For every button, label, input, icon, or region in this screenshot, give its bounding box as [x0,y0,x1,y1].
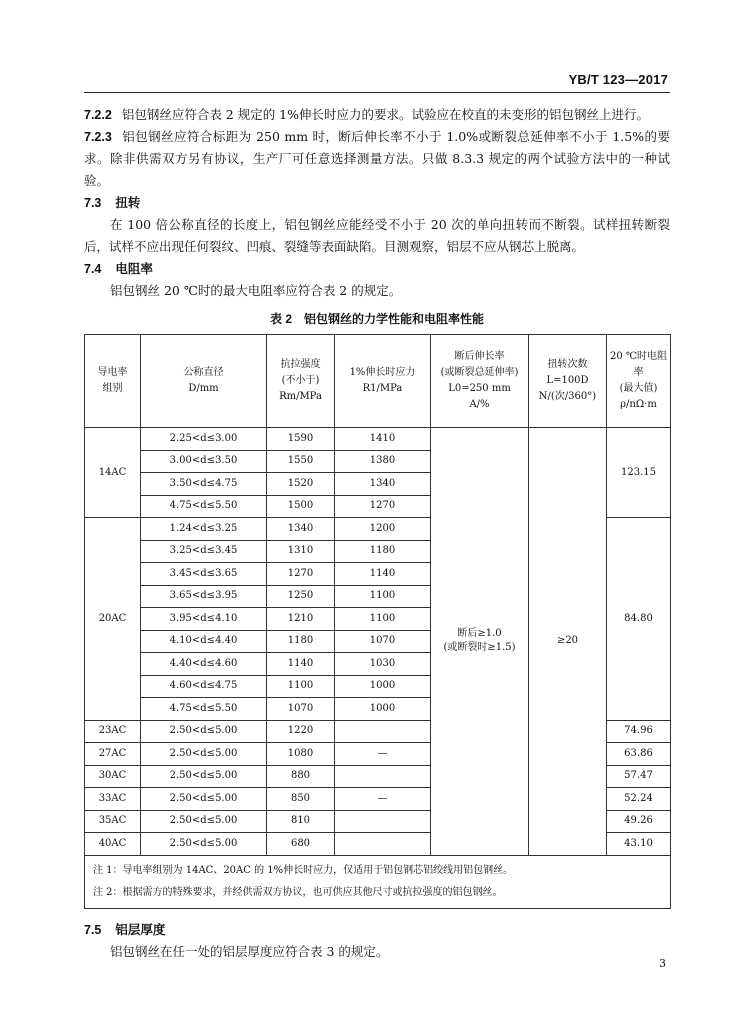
tensile-cell: 1070 [267,698,335,721]
stress-cell: 1200 [335,518,431,541]
header-line: 20 ℃时电阻率 [609,351,668,378]
table-caption [84,308,670,330]
col-header-elongation [431,335,529,428]
diameter-cell: 2.50<d≤5.00 [141,788,267,811]
tensile-cell: 1080 [267,743,335,766]
diameter-cell: 3.50<d≤4.75 [141,473,267,496]
tensile-cell: 1590 [267,428,335,451]
torsion-cell: ≥20 [529,428,607,856]
diameter-cell: 2.50<d≤5.00 [141,833,267,856]
stress-cell: 1070 [335,630,431,653]
diameter-cell: 3.95<d≤4.10 [141,608,267,631]
tensile-cell: 1250 [267,585,335,608]
table-notes-row [85,855,671,908]
clause-text: 铝包钢丝应符合表 2 规定的 1%伸长时应力的要求。试验应在校直的未变形的铝包钢丝上进行。 [121,107,650,122]
table-header-row [85,335,671,428]
col-header-resistivity [607,335,671,428]
section-number: 7.3 [84,196,102,210]
stress-cell: 1000 [335,698,431,721]
section-7-5-text: 铝包钢丝在任一处的铝层厚度应符合表 3 的规定。 [110,943,389,959]
header-rule [84,92,670,93]
tensile-cell: 1100 [267,675,335,698]
table-body [85,428,671,856]
header-line: (不小于) [281,375,320,386]
section-title: 电阻率 [115,262,153,276]
tensile-cell: 880 [267,765,335,788]
stress-cell [335,810,431,833]
header-line: A/% [469,399,490,410]
tensile-cell: 1550 [267,450,335,473]
table-row [85,428,671,451]
header-line: L=100D [546,375,589,386]
header-line: (最大值) [619,383,658,394]
document-body [84,104,670,963]
section-7-4-text: 铝包钢丝 20 ℃时的最大电阻率应符合表 2 的规定。 [110,283,402,298]
table-notes [85,855,671,908]
clause-number: 7.2.3 [84,130,112,144]
section-title: 扭转 [115,196,141,210]
section-title: 铝层厚度 [115,922,166,937]
stress-cell: 1410 [335,428,431,451]
header-line: 组别 [102,383,123,394]
diameter-cell: 2.50<d≤5.00 [141,765,267,788]
page-number: 3 [659,957,666,970]
tensile-cell: 680 [267,833,335,856]
section-7-5-heading [84,919,670,941]
tensile-cell: 850 [267,788,335,811]
diameter-cell: 2.25<d≤3.00 [141,428,267,451]
stress-cell: 1340 [335,473,431,496]
section-7-3-heading [84,192,670,214]
stress-cell: 1380 [335,450,431,473]
header-line: 扭转次数 [547,359,588,370]
resistivity-cell: 63.86 [607,743,671,766]
diameter-cell: 4.40<d≤4.60 [141,653,267,676]
header-line: D/mm [188,383,219,394]
header-line: (或断裂总延伸率) [440,367,519,378]
stress-cell: 1100 [335,608,431,631]
grade-cell: 33AC [85,788,141,811]
clause-number: 7.2.2 [84,108,112,122]
clause-text: 铝包钢丝应符合标距为 250 mm 时，断后伸长率不小于 1.0%或断裂总延伸率不小于 1.5%的要求。除非供需双方另有协议，生产厂可任意选择测量方法。只做 8.3.3 规定的两个试验方法中的一种试验。 [84,129,670,188]
standard-code: YB/T 123—2017 [568,72,668,87]
section-7-4-heading [84,258,670,280]
diameter-cell: 1.24<d≤3.25 [141,518,267,541]
tensile-cell: 1140 [267,653,335,676]
stress-cell: 1100 [335,585,431,608]
stress-cell: 1270 [335,495,431,518]
diameter-cell: 3.65<d≤3.95 [141,585,267,608]
tensile-cell: 1520 [267,473,335,496]
clause-7-2-3 [84,126,670,192]
diameter-cell: 4.10<d≤4.40 [141,630,267,653]
section-number: 7.5 [84,922,102,937]
diameter-cell: 3.25<d≤3.45 [141,540,267,563]
grade-cell: 27AC [85,743,141,766]
header-line: 断后伸长率 [454,351,505,362]
diameter-cell: 2.50<d≤5.00 [141,720,267,743]
resistivity-cell: 123.15 [607,428,671,518]
grade-cell: 35AC [85,810,141,833]
table-note: 注 1：导电率组别为 14AC、20AC 的 1%伸长时应力，仅适用于铝包钢芯铝绞线用铝包钢丝。 [93,864,514,876]
grade-cell: 30AC [85,765,141,788]
diameter-cell: 3.00<d≤3.50 [141,450,267,473]
resistivity-cell: 84.80 [607,518,671,721]
header-line: L0=250 mm [448,383,511,394]
tensile-cell: 810 [267,810,335,833]
header-line: 抗拉强度 [280,359,321,370]
diameter-cell: 4.75<d≤5.50 [141,698,267,721]
tensile-cell: 1220 [267,720,335,743]
header-line: ρ/nΩ·m [620,399,657,410]
col-header-torsion [529,335,607,428]
header-line: 1%伸长时应力 [349,367,416,378]
stress-cell [335,765,431,788]
header-line: 公称直径 [183,367,224,378]
col-header-stress [335,335,431,428]
stress-cell [335,720,431,743]
diameter-cell: 2.50<d≤5.00 [141,810,267,833]
header-line: R1/MPa [362,383,403,394]
diameter-cell: 3.45<d≤3.65 [141,563,267,586]
section-7-3-text: 在 100 倍公称直径的长度上，铝包钢丝应能经受不小于 20 次的单向扭转而不断裂。试样扭转断裂后，试样不应出现任何裂纹、凹痕、裂缝等表面缺陷。目测观察，铝层不应从钢芯上脱离。 [84,217,670,254]
grade-cell: 20AC [85,518,141,721]
resistivity-cell: 74.96 [607,720,671,743]
stress-cell: — [335,788,431,811]
tensile-cell: 1180 [267,630,335,653]
elongation-value: 断后≥1.0 [457,628,502,640]
resistivity-cell: 49.26 [607,810,671,833]
stress-cell: 1030 [335,653,431,676]
grade-cell: 40AC [85,833,141,856]
resistivity-cell: 43.10 [607,833,671,856]
elongation-value-alt: (或断裂时≥1.5) [443,642,516,654]
tensile-cell: 1210 [267,608,335,631]
tensile-cell: 1310 [267,540,335,563]
grade-cell: 23AC [85,720,141,743]
table-title: 铝包钢丝的力学性能和电阻率性能 [304,312,485,326]
stress-cell: — [335,743,431,766]
resistivity-cell: 52.24 [607,788,671,811]
tensile-cell: 1270 [267,563,335,586]
clause-7-2-2 [84,104,670,126]
stress-cell: 1000 [335,675,431,698]
resistivity-cell: 57.47 [607,765,671,788]
diameter-cell: 2.50<d≤5.00 [141,743,267,766]
stress-cell [335,833,431,856]
tensile-cell: 1340 [267,518,335,541]
diameter-cell: 4.75<d≤5.50 [141,495,267,518]
stress-cell: 1140 [335,563,431,586]
col-header-grade [85,335,141,428]
header-line: N/(次/360°) [538,391,597,402]
col-header-diameter [141,335,267,428]
table-number: 表 2 [269,312,292,326]
col-header-tensile [267,335,335,428]
tensile-cell: 1500 [267,495,335,518]
table-note: 注 2：根据需方的特殊要求，并经供需双方协议，也可供应其他尺寸或抗拉强度的铝包钢丝。 [93,886,503,898]
grade-cell: 14AC [85,428,141,518]
stress-cell: 1180 [335,540,431,563]
elongation-cell [431,428,529,856]
header-line: 导电率 [97,367,128,378]
section-number: 7.4 [84,262,102,276]
properties-table [84,334,671,909]
header-line: Rm/MPa [279,391,322,402]
diameter-cell: 4.60<d≤4.75 [141,675,267,698]
